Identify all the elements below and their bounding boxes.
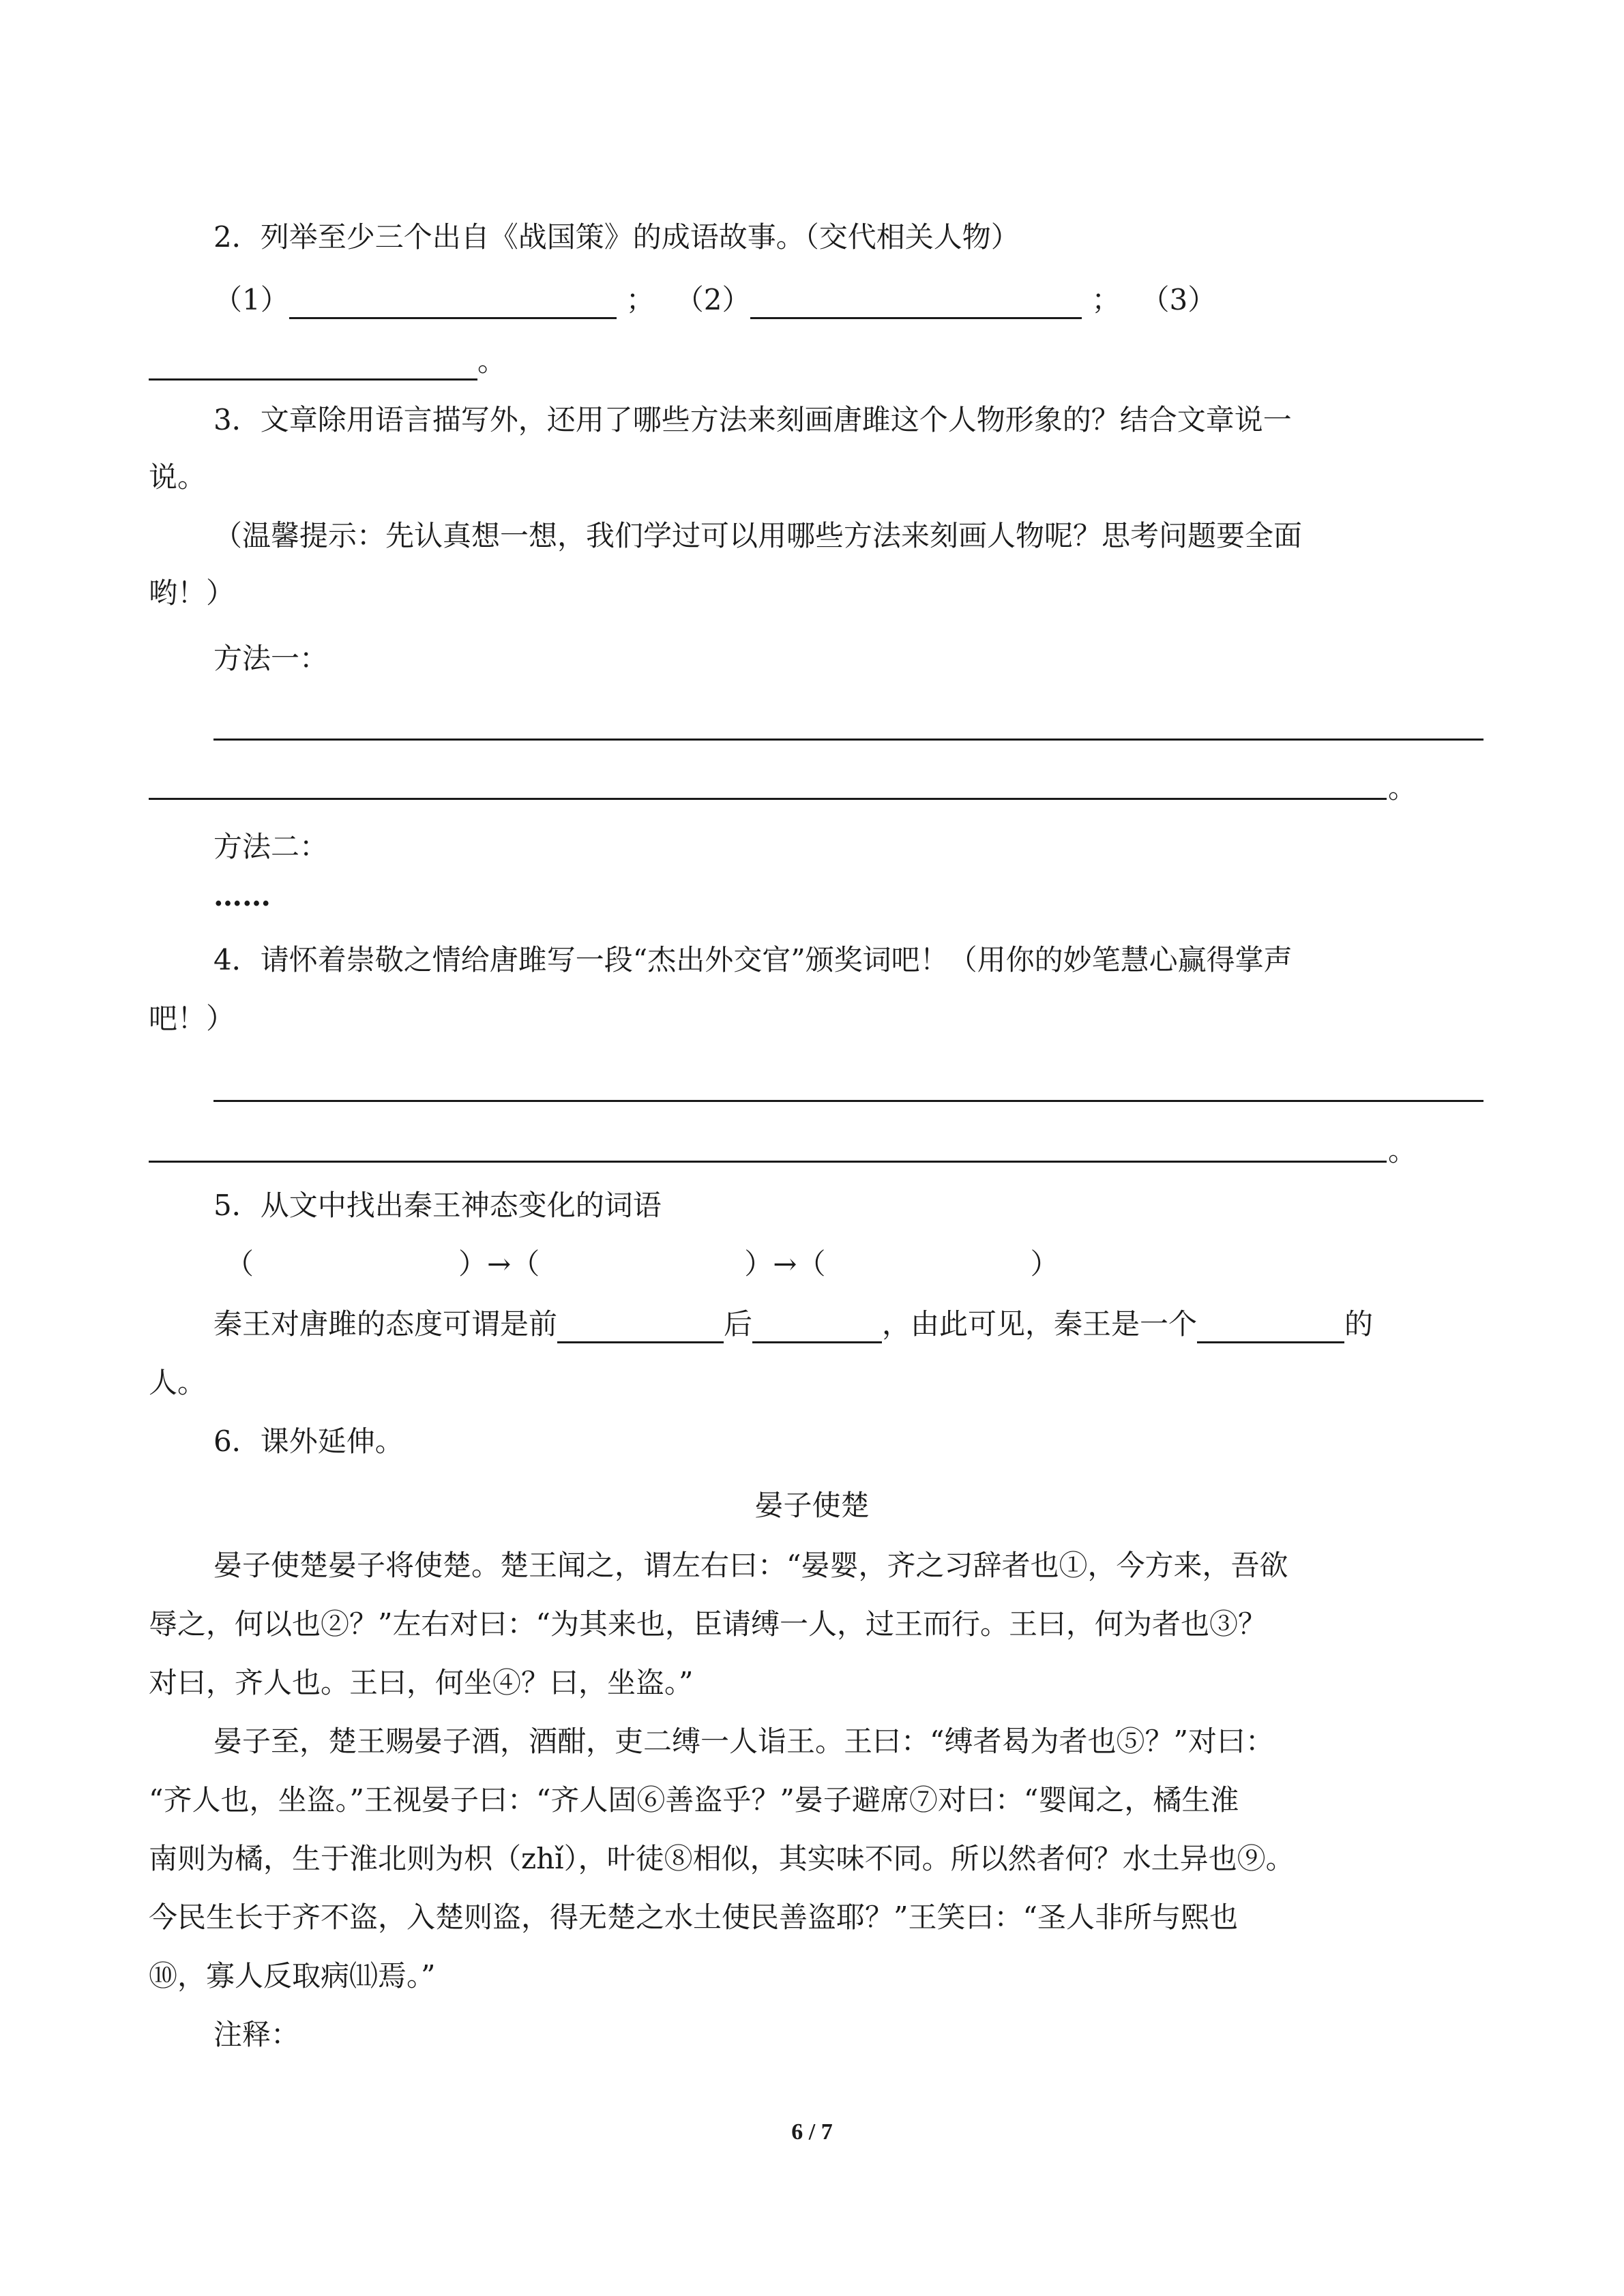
q3-hint-line2: 哟！） — [149, 576, 235, 610]
q2-answer-blank-2[interactable] — [750, 287, 1082, 319]
q5-paren-close-1: ） — [458, 1247, 488, 1281]
q6-passage-title: 晏子使楚 — [754, 1489, 870, 1522]
q2-item3-label: （3） — [1140, 283, 1217, 316]
q5-paren-close-2: ） — [744, 1247, 773, 1281]
q5-attitude-row — [0, 1305, 1624, 1343]
q6-para1-line2: 辱之，何以也②？”左右对曰：“为其来也，臣请缚一人，过王而行。王曰，何为者也③？ — [149, 1607, 1267, 1641]
q5-attitude-text-a: 秦王对唐雎的态度可谓是前 — [213, 1307, 558, 1341]
q3-answer-end: 。 — [1388, 771, 1417, 805]
q6-para2-line4: 今民生长于齐不盗，入楚则盗，得无楚之水土使民善盗耶？”王笑曰：“圣人非所与熙也 — [149, 1900, 1238, 1934]
q5-attitude-end: 人。 — [149, 1366, 207, 1399]
q5-attitude-text-b: 后 — [724, 1307, 753, 1341]
q5-attitude-blank-3[interactable] — [1197, 1311, 1344, 1343]
q6-para1-line3: 对曰，齐人也。王曰，何坐④？曰，坐盗。” — [149, 1666, 694, 1699]
q2-sep-2: ； — [1091, 283, 1121, 316]
page-number: 6 / 7 — [791, 2119, 833, 2145]
q3-method2-label: 方法二： — [213, 830, 329, 863]
q5-attitude-blank-2[interactable] — [752, 1311, 882, 1343]
q3-hint-line1: （温馨提示：先认真想一想，我们学过可以用哪些方法来刻画人物呢？思考问题要全面 — [213, 519, 1303, 552]
q6-para2-line5: ⑩，寡人反取病⑾焉。” — [149, 1959, 436, 1993]
q6-para2-line3: 南则为橘，生于淮北则为枳（zhǐ），叶徒⑧相似，其实味不同。所以然者何？水土异也⑨。 — [149, 1842, 1295, 1875]
q5-paren-close-3: ） — [1030, 1247, 1059, 1281]
q6-para1-line1: 晏子使楚晏子将使楚。楚王闻之，谓左右曰：“晏婴，齐之习辞者也①，今方来，吾欲 — [213, 1549, 1288, 1582]
q2-item1-label: （1） — [213, 283, 289, 316]
q3-ellipsis: …… — [213, 879, 271, 912]
q5-arrow-2: → — [773, 1247, 797, 1281]
q4-prompt-line1: 4．请怀着崇敬之情给唐雎写一段“杰出外交官”颁奖词吧！（用你的妙笔慧心赢得掌声 — [213, 943, 1293, 976]
q4-answer-end: 。 — [1388, 1134, 1417, 1167]
q6-notes-label: 注释： — [213, 2018, 300, 2051]
q5-attitude-text-d: 的 — [1344, 1307, 1374, 1341]
q2-answer-row — [0, 281, 1624, 319]
q5-attitude-text-c: ，由此可见，秦王是一个 — [882, 1307, 1198, 1341]
q5-attitude-blank-1[interactable] — [557, 1311, 724, 1343]
q5-prompt: 5．从文中找出秦王神态变化的词语 — [213, 1189, 662, 1222]
q2-sep-1: ； — [625, 283, 655, 316]
q6-para2-line1: 晏子至，楚王赐晏子酒，酒酣，吏二缚一人诣王。王曰：“缚者曷为者也⑤？”对曰： — [213, 1725, 1274, 1758]
q3-prompt-line2: 说。 — [149, 460, 207, 494]
q5-arrow-1: → — [487, 1247, 512, 1281]
q2-answer-blank-3[interactable] — [149, 348, 477, 381]
q2-answer-blank-1[interactable] — [289, 287, 617, 319]
q5-expression-chain — [0, 1245, 1624, 1283]
q5-paren-open-2: （ — [511, 1247, 540, 1281]
q2-end: 。 — [477, 344, 507, 378]
q5-paren-open-3: （ — [797, 1247, 826, 1281]
q2-item2-label: （2） — [675, 283, 751, 316]
q4-prompt-line2: 吧！） — [149, 1002, 235, 1035]
q2-answer-row-2 — [0, 342, 1624, 381]
q3-method1-label: 方法一： — [213, 642, 329, 675]
q5-paren-open-1: （ — [225, 1247, 254, 1281]
q2-prompt: 2．列举至少三个出自《战国策》的成语故事。（交代相关人物） — [213, 220, 1020, 254]
q3-prompt-line1: 3．文章除用语言描写外，还用了哪些方法来刻画唐雎这个人物形象的？结合文章说一 — [213, 403, 1292, 436]
q6-prompt: 6．课外延伸。 — [213, 1425, 404, 1458]
q6-para2-line2: “齐人也，坐盗。”王视晏子曰：“齐人固⑥善盗乎？”晏子避席⑦对曰：“婴闻之，橘生淮 — [149, 1783, 1239, 1817]
q3-answer-line-1[interactable] — [213, 739, 1483, 741]
q4-answer-line-1[interactable] — [213, 1100, 1483, 1102]
